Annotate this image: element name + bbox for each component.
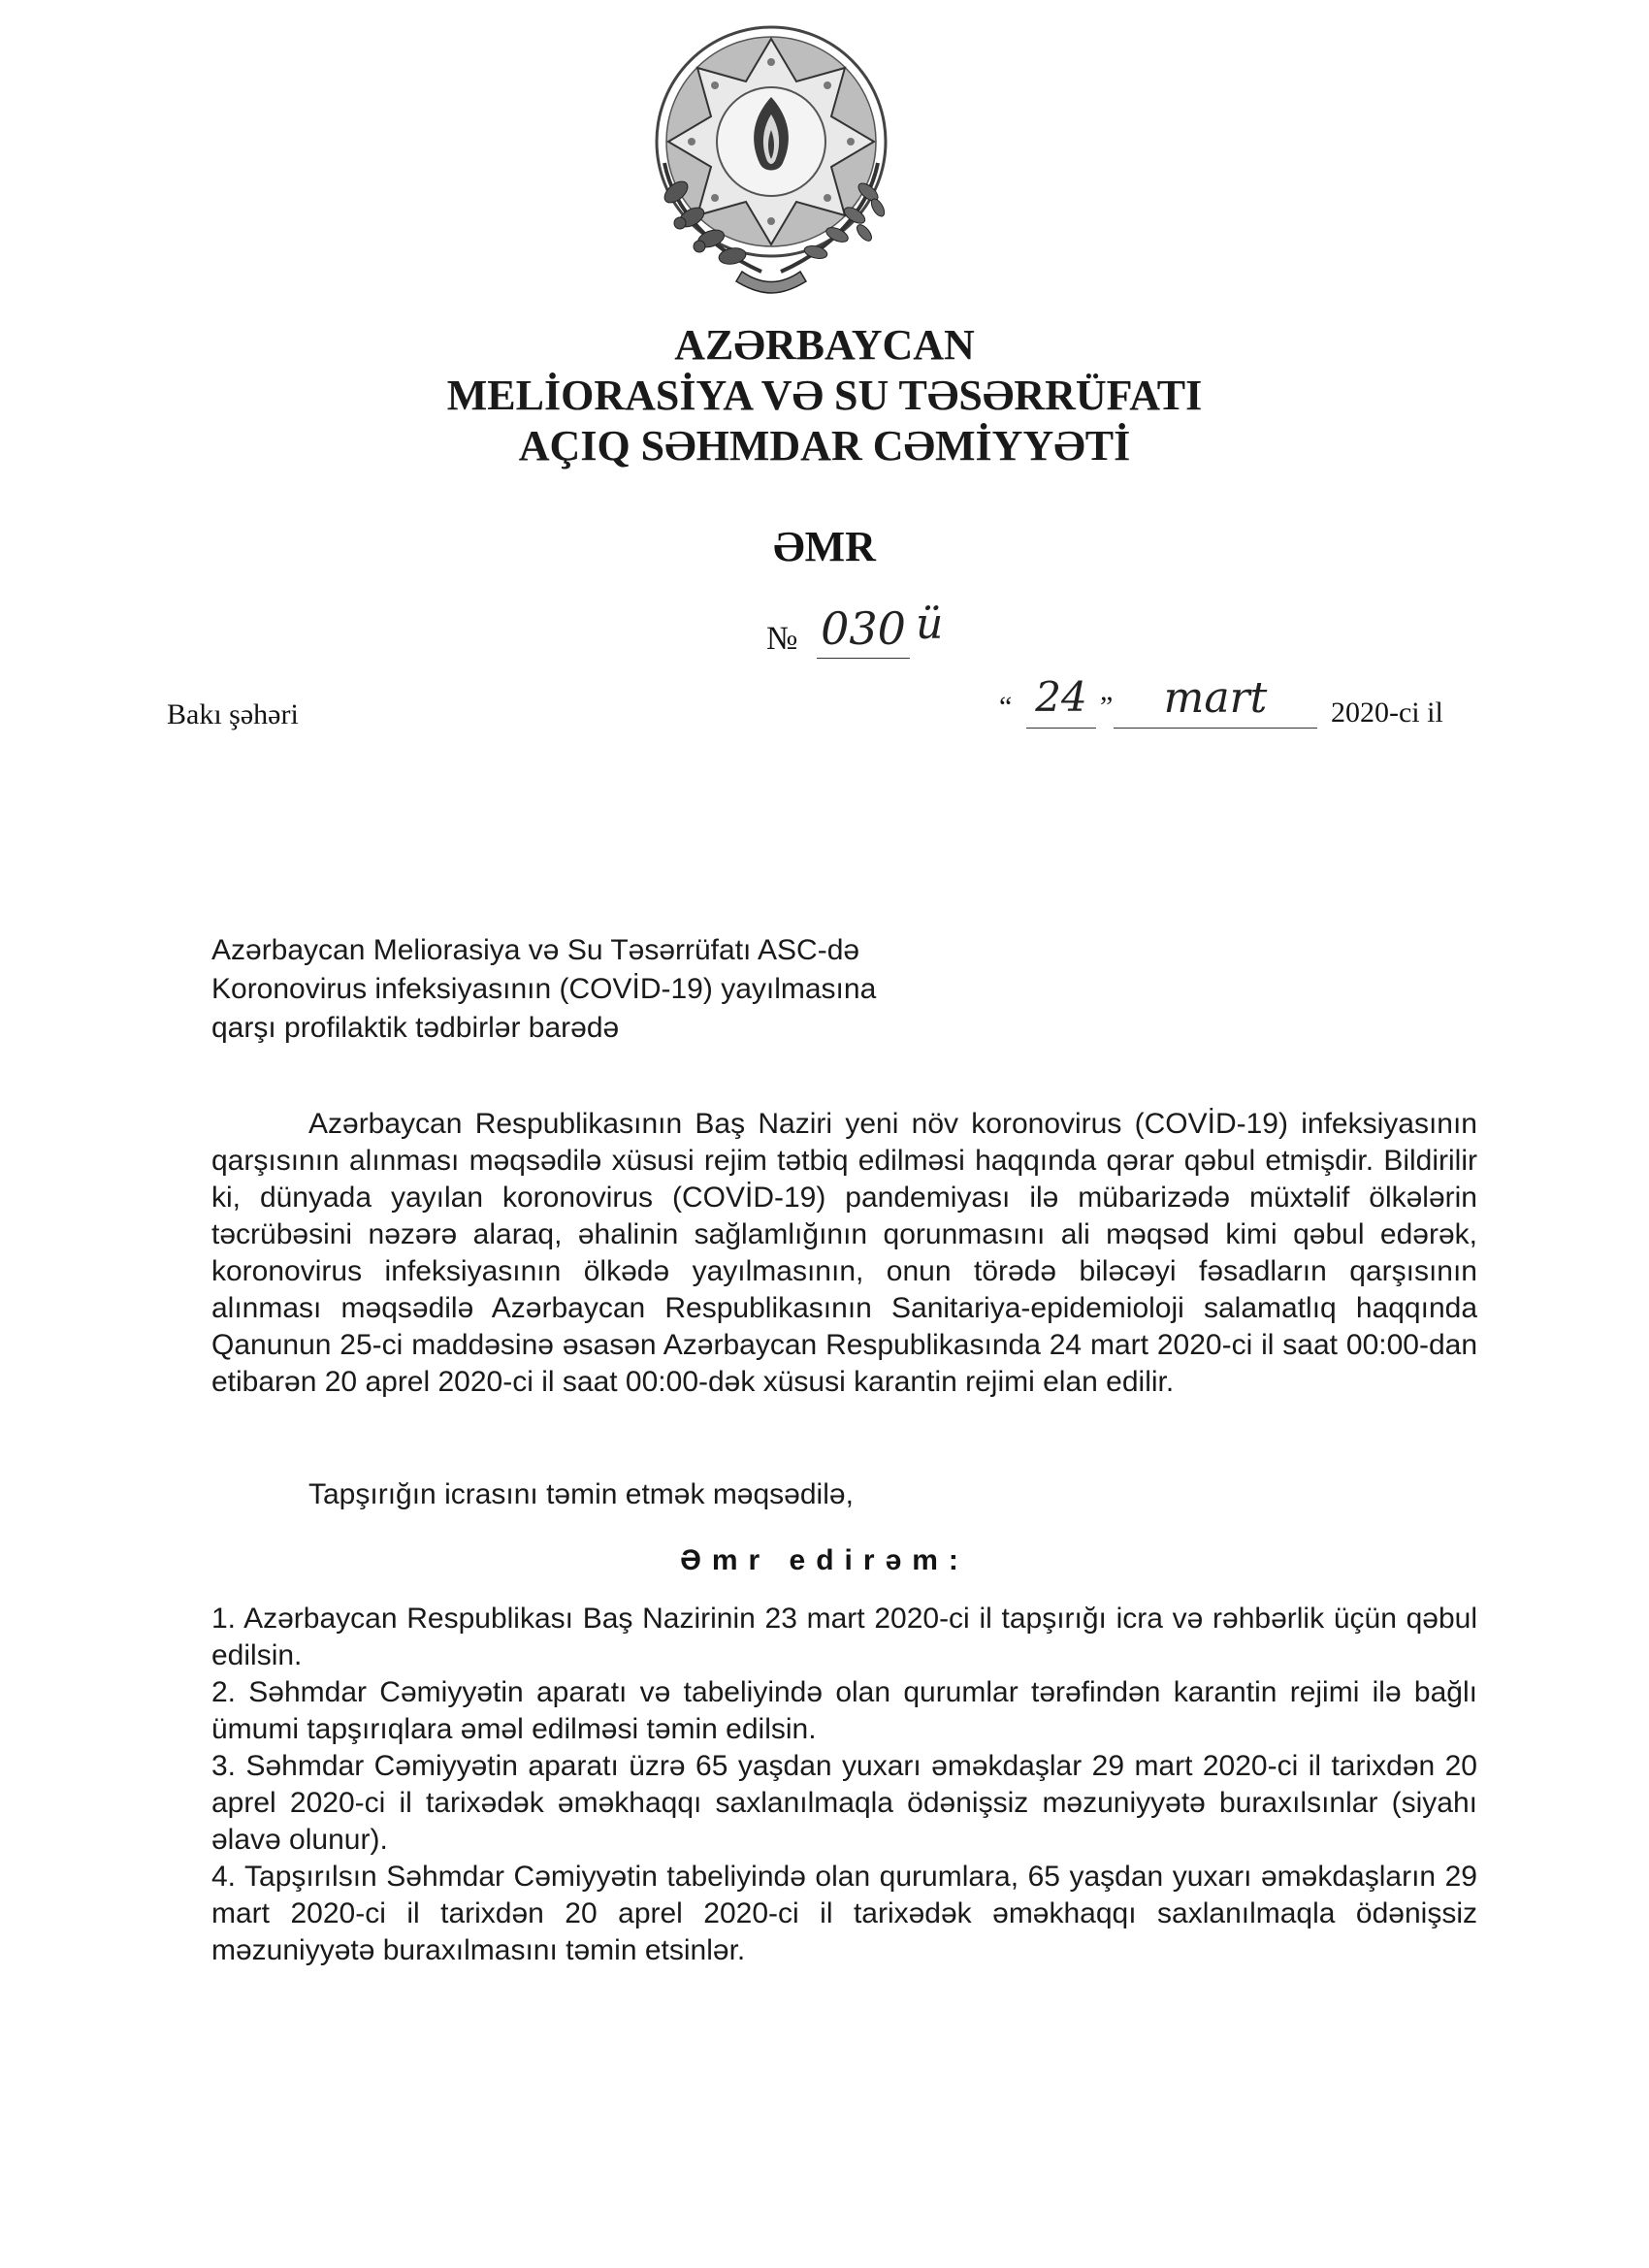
order-item: 1. Azərbaycan Respublikası Baş Nazirinin 23 mart 2020-ci il tapşırığı icra və rəhbərlik üçün qəbul edilsin.: [211, 1603, 1477, 1671]
order-item: 2. Səhmdar Cəmiyyətin aparatı və tabeliyində olan qurumlar tərəfindən karantin rejimi ilə bağlı ümumi tapşırıqlara əməl edilməsi təmin edilsin.: [211, 1676, 1477, 1745]
heading-line-3: AÇIQ SƏHMDAR CƏMİYYƏTİ: [518, 422, 1131, 470]
order-item: 4. Tapşırılsın Səhmdar Cəmiyyətin tabeliyində olan qurumlara, 65 yaşdan yuxarı əməkdaşların 29 mart 2020-ci il tarixdən 20 aprel 2020-ci il tarixədək əməkhaqqı saxlanılmaqla ödənişsiz məzuniyyətə buraxılmasını təmin etsinlər.: [211, 1861, 1477, 1966]
preamble-paragraph: Azərbaycan Respublikasının Baş Naziri yeni növ koronovirus (COVİD-19) infeksiyasının qarşısının alınması məqsədilə xüsusi rejim tətbiq edilməsi haqqında qərar qəbul etmişdir. Bildirilir ki, dünyada yayılan koronovirus (COVİD-19) pandemiyası ilə mübarizədə müxtəlif ölkələrin təcrübəsini nəzərə alaraq, əhalinin sağlamlığının qorunmasını ali məqsəd kimi qəbul edərək, koronovirus infeksiyasının ölkədə yayılmasının, onun törədə biləcəyi fəsadların qarşısının alınması məqsədilə Azərbaycan Respublikasının Sanitariya-epidemioloji salamatlıq haqqında Qanunun 25-ci maddəsinə əsasən Azərbaycan Respublikasında 24 mart 2020-ci il saat 00:00-dan etibarən 20 aprel 2020-ci il saat 00:00-dək xüsusi karantin rejimi elan edilir.: [211, 1108, 1477, 1398]
order-number-value: 030: [817, 599, 910, 659]
heading-line-1: AZƏRBAYCAN: [674, 321, 975, 369]
subject-line-3: qarşı profilaktik tədbirlər barədə: [211, 1012, 620, 1044]
preamble-purpose: Tapşırığın icrasını təmin etmək məqsədilə,: [308, 1478, 854, 1510]
state-emblem: [635, 17, 907, 299]
subject-line-2: Koronovirus infeksiyasının (COVİD-19) yayılmasına: [211, 973, 877, 1005]
order-items: [211, 1601, 1477, 1969]
order-number-suffix: ü: [916, 599, 944, 649]
heading-line-2: MELİORASİYA VƏ SU TƏSƏRRÜFATI: [446, 372, 1203, 419]
date-year: 2020-ci il: [1331, 697, 1443, 729]
date-day: 24: [1026, 673, 1096, 729]
order-number-label: №: [766, 621, 798, 657]
subject-line-1: Azərbaycan Meliorasiya və Su Təsərrüfatı ASC-də: [211, 934, 860, 966]
date-month: mart: [1114, 673, 1317, 729]
order-subject: [211, 931, 1084, 1048]
date-quote-close: ”: [1100, 691, 1114, 723]
order-title: ƏMR: [773, 523, 876, 570]
city: Bakı şəhəri: [167, 698, 299, 730]
command-heading: Əmr edirəm:: [680, 1544, 969, 1576]
date-quote-open: “: [999, 691, 1013, 723]
order-item: 3. Səhmdar Cəmiyyətin aparatı üzrə 65 yaşdan yuxarı əməkdaşlar 29 mart 2020-ci il tarixdən 20 aprel 2020-ci il tarixədək əməkhaqqı saxlanılmaqla ödənişsiz məzuniyyətə buraxılsınlar (siyahı əlavə olunur).: [211, 1750, 1477, 1856]
